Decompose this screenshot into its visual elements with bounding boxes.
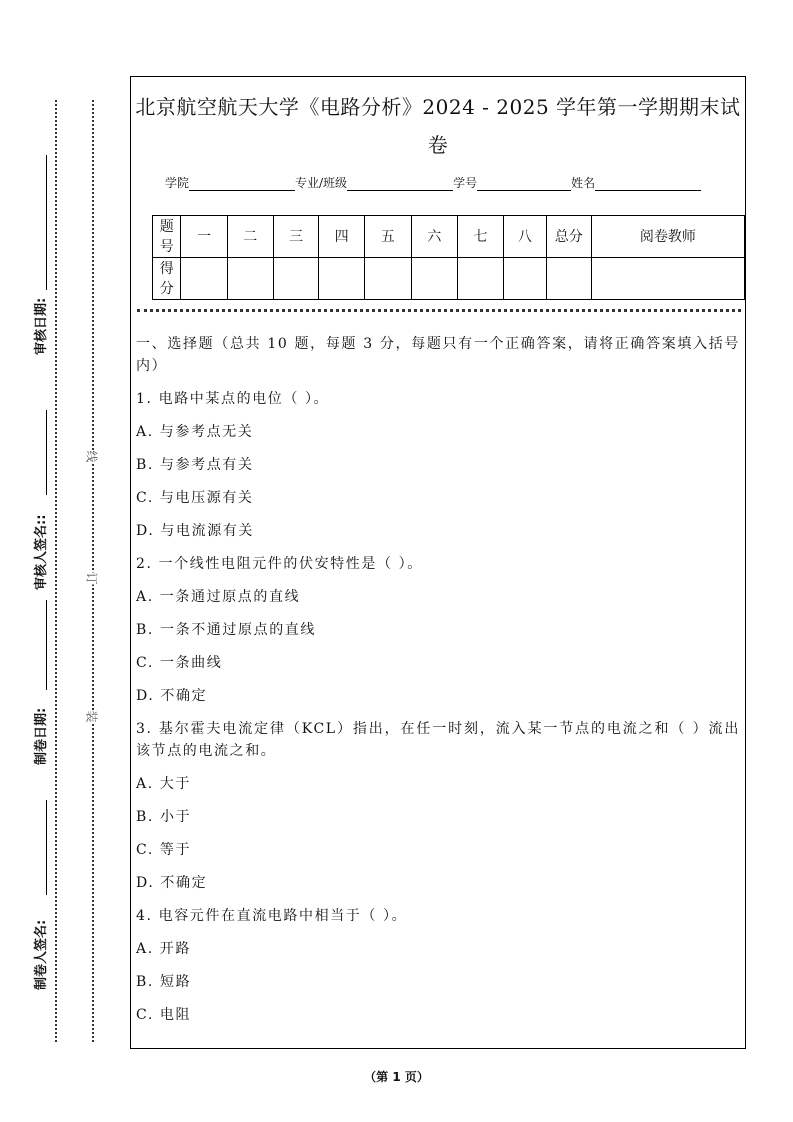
option: B. 小于 [136, 809, 192, 825]
maker-signature-label: 制卷人签名: [34, 919, 49, 990]
score-row-label: 得分 [153, 258, 181, 300]
header-cell: 阅卷教师 [591, 216, 744, 258]
header-cell: 五 [365, 216, 412, 258]
question-1: 1. 电路中某点的电位（ ）。 [136, 391, 330, 407]
option: C. 一条曲线 [136, 655, 223, 671]
name-label: 姓名 [571, 176, 596, 190]
option: D. 与电流源有关 [136, 523, 255, 539]
header-cell: 七 [458, 216, 504, 258]
header-cell: 总分 [546, 216, 591, 258]
maker-signature-line[interactable] [46, 800, 47, 895]
score-cell[interactable] [546, 258, 591, 300]
major-label: 专业/班级 [295, 176, 348, 190]
question-4: 4. 电容元件在直流电路中相当于（ ）。 [136, 908, 408, 924]
exam-title-line2: 卷 [427, 133, 449, 157]
option: D. 不确定 [136, 688, 208, 704]
exam-title-line1: 北京航空航天大学《电路分析》2024 - 2025 学年第一学期期末试 [135, 95, 741, 119]
review-date-label: 审核日期: [34, 297, 49, 355]
option: C. 电阻 [136, 1007, 192, 1023]
score-row [153, 258, 745, 300]
score-table [152, 215, 745, 300]
question-2: 2. 一个线性电阻元件的伏安特性是（ ）。 [136, 556, 423, 572]
header-cell: 题号 [153, 216, 181, 258]
header-cell: 三 [273, 216, 319, 258]
score-cell[interactable] [503, 258, 546, 300]
option: A. 一条通过原点的直线 [136, 589, 301, 605]
score-cell[interactable] [411, 258, 458, 300]
score-cell[interactable] [181, 258, 228, 300]
dotted-separator [137, 309, 741, 312]
review-date-line[interactable] [46, 155, 47, 290]
outer-dotted-line [55, 100, 57, 1042]
score-cell[interactable] [365, 258, 412, 300]
student-info-row [165, 174, 701, 191]
signature-sidebar [30, 100, 50, 1040]
score-cell[interactable] [458, 258, 504, 300]
section-heading: 一、选择题（总共 10 题，每题 3 分，每题只有一个正确答案，请将正确答案填入括号内） [136, 336, 740, 374]
score-cell[interactable] [591, 258, 744, 300]
binding-mark-zhuang: 装 [84, 710, 99, 723]
header-cell: 二 [227, 216, 273, 258]
binding-dotted-line [92, 100, 94, 1042]
header-cell: 八 [503, 216, 546, 258]
student-id-label: 学号 [453, 176, 478, 190]
questions [136, 333, 740, 1037]
reviewer-signature-label: 审核人签名:: [34, 514, 49, 590]
header-cell: 六 [411, 216, 458, 258]
option: B. 一条不通过原点的直线 [136, 622, 316, 638]
college-field[interactable] [189, 176, 295, 191]
student-id-field[interactable] [477, 176, 571, 191]
make-date-label: 制卷日期: [34, 707, 49, 765]
major-field[interactable] [347, 176, 453, 191]
page-number: （第 1 页） [364, 1070, 429, 1084]
option: D. 不确定 [136, 875, 208, 891]
option: B. 短路 [136, 974, 192, 990]
college-label: 学院 [165, 176, 190, 190]
score-cell[interactable] [319, 258, 365, 300]
exam-frame [130, 76, 746, 1049]
option: A. 大于 [136, 776, 192, 792]
option: B. 与参考点有关 [136, 457, 254, 473]
binding-mark-ding: 订 [84, 572, 99, 585]
option: A. 开路 [136, 941, 192, 957]
question-3: 3. 基尔霍夫电流定律（KCL）指出，在任一时刻，流入某一节点的电流之和（ ）流出该节点的电流之和。 [136, 721, 740, 759]
header-cell: 一 [181, 216, 228, 258]
option: A. 与参考点无关 [136, 424, 254, 440]
score-cell[interactable] [273, 258, 319, 300]
score-table-header [153, 216, 745, 258]
header-cell: 四 [319, 216, 365, 258]
option: C. 等于 [136, 842, 192, 858]
score-cell[interactable] [227, 258, 273, 300]
reviewer-signature-line[interactable] [46, 410, 47, 495]
name-field[interactable] [595, 176, 701, 191]
make-date-line[interactable] [46, 600, 47, 690]
binding-mark-xian: 线 [84, 450, 99, 463]
option: C. 与电压源有关 [136, 490, 254, 506]
